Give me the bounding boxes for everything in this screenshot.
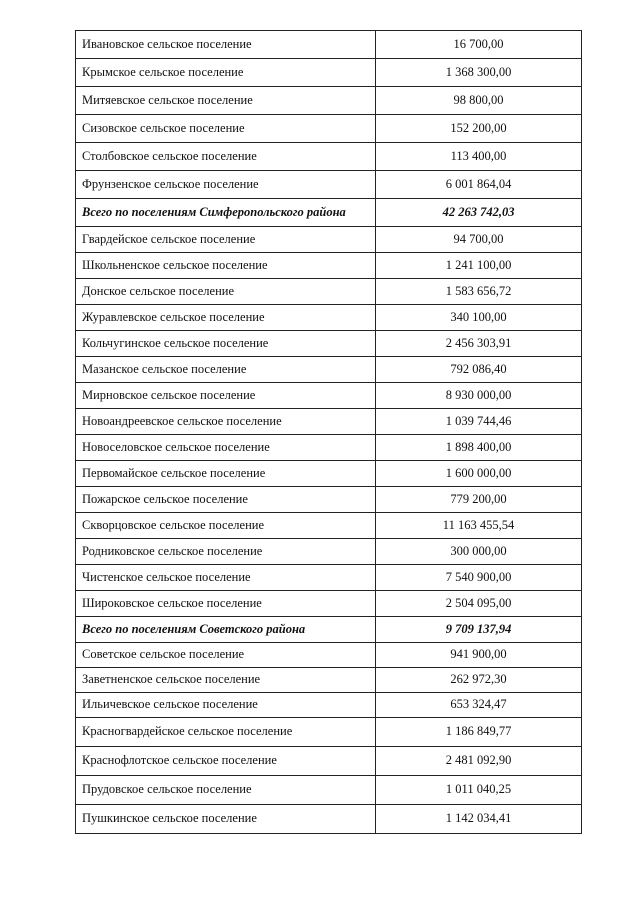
amount-cell: 300 000,00: [376, 539, 582, 565]
table-row: [76, 487, 582, 513]
amount-cell: 94 700,00: [376, 227, 582, 253]
amount-cell: 152 200,00: [376, 115, 582, 143]
table-row: [76, 305, 582, 331]
settlement-name-cell: Краснофлотское сельское поселение: [76, 747, 376, 776]
amount-cell: 16 700,00: [376, 31, 582, 59]
settlement-name-cell: Широковское сельское поселение: [76, 591, 376, 617]
settlement-name-cell: Новоандреевское сельское поселение: [76, 409, 376, 435]
amount-cell: 1 142 034,41: [376, 805, 582, 834]
settlements-table-body: [76, 31, 582, 834]
settlement-name-cell: Столбовское сельское поселение: [76, 143, 376, 171]
settlement-name-cell: Фрунзенское сельское поселение: [76, 171, 376, 199]
amount-cell: 1 039 744,46: [376, 409, 582, 435]
settlement-name-cell: Заветненское сельское поселение: [76, 668, 376, 693]
settlement-name-cell: Пожарское сельское поселение: [76, 487, 376, 513]
amount-cell: 6 001 864,04: [376, 171, 582, 199]
settlements-table: [75, 30, 582, 834]
amount-cell: 1 583 656,72: [376, 279, 582, 305]
amount-cell: 1 898 400,00: [376, 435, 582, 461]
amount-cell: 1 186 849,77: [376, 718, 582, 747]
settlement-name-cell: Мирновское сельское поселение: [76, 383, 376, 409]
amount-cell: 98 800,00: [376, 87, 582, 115]
table-row: [76, 565, 582, 591]
table-row: [76, 253, 582, 279]
table-row: [76, 171, 582, 199]
settlement-name-cell: Митяевское сельское поселение: [76, 87, 376, 115]
amount-cell: 9 709 137,94: [376, 617, 582, 643]
table-row: [76, 59, 582, 87]
table-row: [76, 539, 582, 565]
settlement-name-cell: Красногвардейское сельское поселение: [76, 718, 376, 747]
table-row: [76, 718, 582, 747]
table-row: [76, 591, 582, 617]
table-row: [76, 331, 582, 357]
table-row: [76, 693, 582, 718]
amount-cell: 2 456 303,91: [376, 331, 582, 357]
settlement-name-cell: Прудовское сельское поселение: [76, 776, 376, 805]
settlement-name-cell: Чистенское сельское поселение: [76, 565, 376, 591]
table-row: [76, 805, 582, 834]
settlement-name-cell: Всего по поселениям Симферопольского района: [76, 199, 376, 227]
settlement-name-cell: Мазанское сельское поселение: [76, 357, 376, 383]
table-row: [76, 747, 582, 776]
amount-cell: 7 540 900,00: [376, 565, 582, 591]
table-row: [76, 668, 582, 693]
table-row: [76, 409, 582, 435]
table-row: [76, 461, 582, 487]
settlement-name-cell: Первомайское сельское поселение: [76, 461, 376, 487]
settlement-name-cell: Ильичевское сельское поселение: [76, 693, 376, 718]
settlement-name-cell: Скворцовское сельское поселение: [76, 513, 376, 539]
amount-cell: 8 930 000,00: [376, 383, 582, 409]
settlement-name-cell: Всего по поселениям Советского района: [76, 617, 376, 643]
table-row: [76, 435, 582, 461]
table-row: [76, 115, 582, 143]
amount-cell: 2 481 092,90: [376, 747, 582, 776]
amount-cell: 1 241 100,00: [376, 253, 582, 279]
table-row: [76, 357, 582, 383]
settlement-name-cell: Журавлевское сельское поселение: [76, 305, 376, 331]
table-row: [76, 776, 582, 805]
table-row: [76, 227, 582, 253]
settlement-name-cell: Гвардейское сельское поселение: [76, 227, 376, 253]
table-row: [76, 643, 582, 668]
amount-cell: 792 086,40: [376, 357, 582, 383]
amount-cell: 779 200,00: [376, 487, 582, 513]
table-row: [76, 513, 582, 539]
amount-cell: 1 600 000,00: [376, 461, 582, 487]
settlement-name-cell: Родниковское сельское поселение: [76, 539, 376, 565]
settlement-name-cell: Донское сельское поселение: [76, 279, 376, 305]
table-row: [76, 31, 582, 59]
amount-cell: 42 263 742,03: [376, 199, 582, 227]
settlement-name-cell: Кольчугинское сельское поселение: [76, 331, 376, 357]
table-row: [76, 279, 582, 305]
settlement-name-cell: Сизовское сельское поселение: [76, 115, 376, 143]
table-row: [76, 87, 582, 115]
amount-cell: 941 900,00: [376, 643, 582, 668]
amount-cell: 1 368 300,00: [376, 59, 582, 87]
amount-cell: 2 504 095,00: [376, 591, 582, 617]
amount-cell: 11 163 455,54: [376, 513, 582, 539]
amount-cell: 653 324,47: [376, 693, 582, 718]
table-row: [76, 383, 582, 409]
amount-cell: 1 011 040,25: [376, 776, 582, 805]
total-row: [76, 199, 582, 227]
total-row: [76, 617, 582, 643]
settlement-name-cell: Крымское сельское поселение: [76, 59, 376, 87]
table-row: [76, 143, 582, 171]
settlement-name-cell: Ивановское сельское поселение: [76, 31, 376, 59]
settlement-name-cell: Новоселовское сельское поселение: [76, 435, 376, 461]
settlement-name-cell: Советское сельское поселение: [76, 643, 376, 668]
settlement-name-cell: Пушкинское сельское поселение: [76, 805, 376, 834]
settlement-name-cell: Школьненское сельское поселение: [76, 253, 376, 279]
amount-cell: 262 972,30: [376, 668, 582, 693]
amount-cell: 340 100,00: [376, 305, 582, 331]
amount-cell: 113 400,00: [376, 143, 582, 171]
